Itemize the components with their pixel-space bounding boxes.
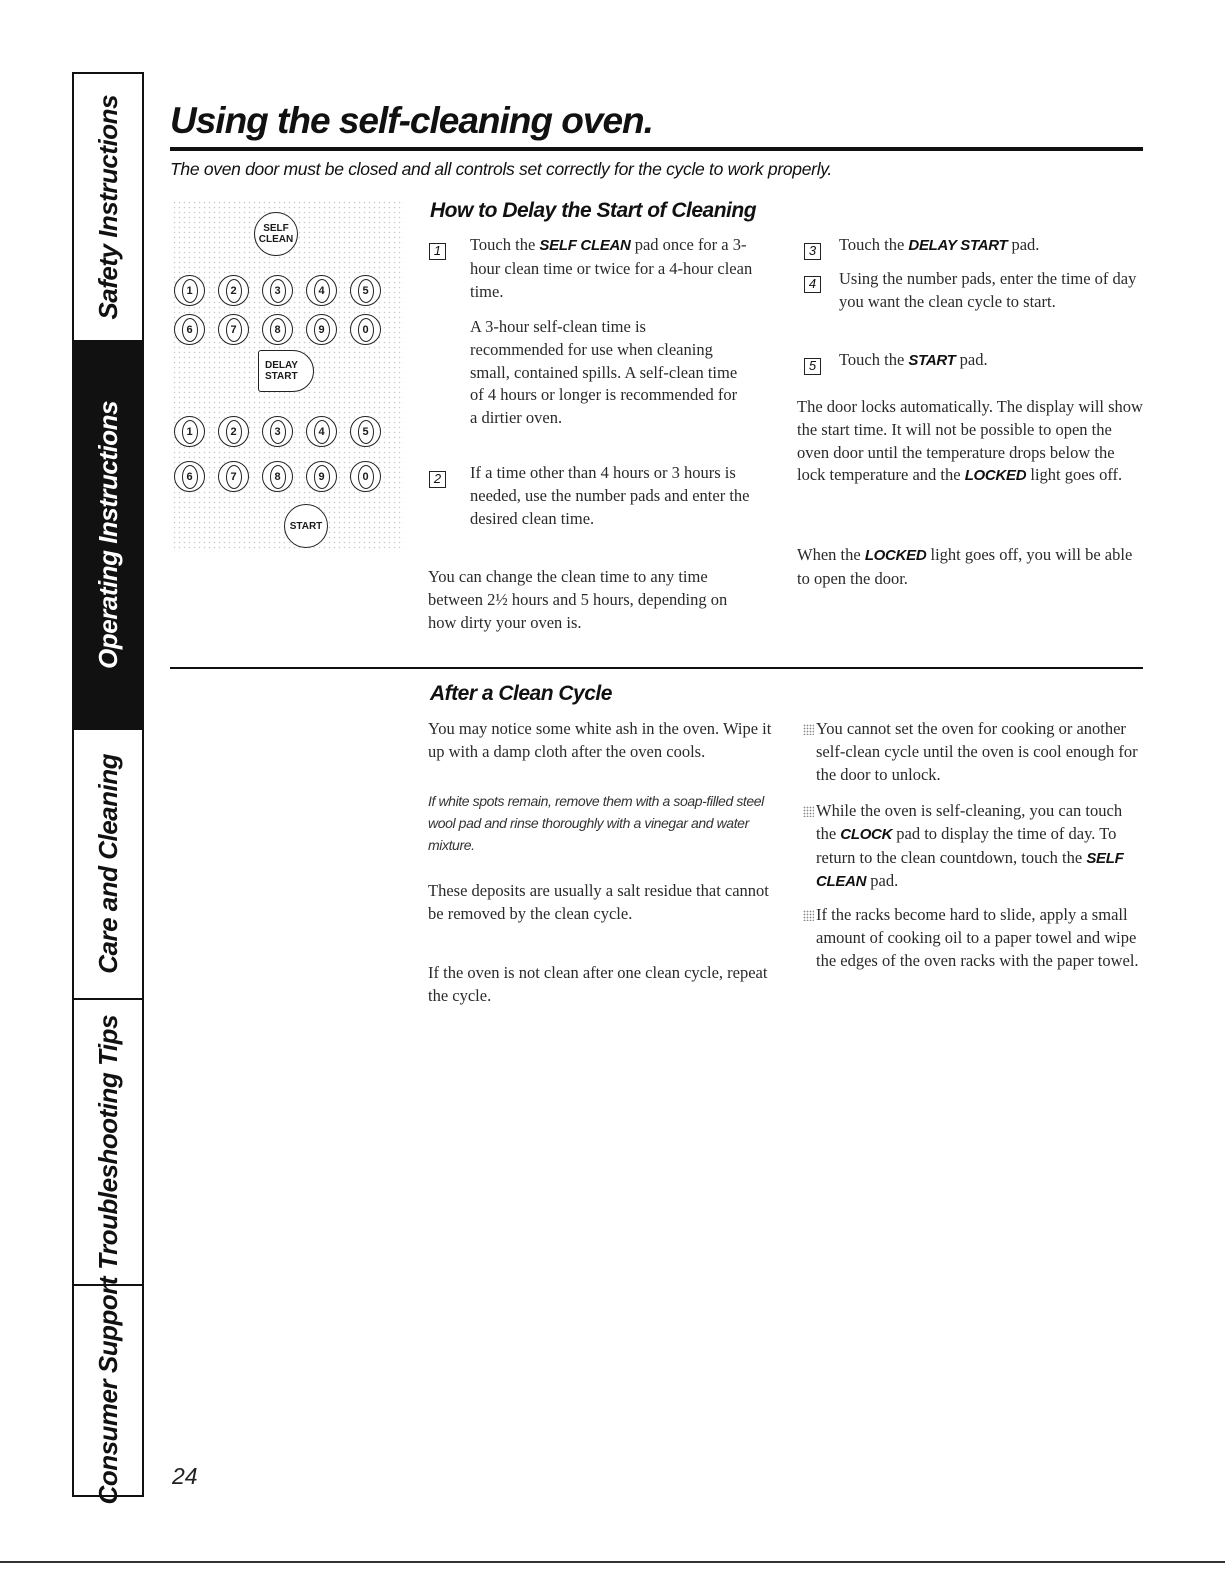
digit-label: 8 bbox=[270, 318, 286, 342]
change-clean-time-note: You can change the clean time to any time between 2½ hours and 5 hours, depending on how dirty your oven is. bbox=[428, 567, 728, 632]
tab-operating-instructions[interactable] bbox=[74, 342, 142, 730]
page-title: Using the self-cleaning oven. bbox=[170, 100, 653, 141]
delay-start-pad bbox=[258, 350, 314, 392]
section-tabs bbox=[72, 72, 144, 1505]
repeat-cycle-note: If the oven is not clean after one clean cycle, repeat the cycle. bbox=[428, 963, 768, 1005]
step-3-text bbox=[839, 234, 1139, 258]
digit-label: 3 bbox=[270, 420, 286, 444]
page-subtitle: The oven door must be closed and all controls set correctly for the cycle to work properly. bbox=[170, 159, 832, 179]
number-pad-0 bbox=[350, 314, 381, 345]
step-1-text bbox=[470, 234, 765, 303]
digit-label: 5 bbox=[358, 420, 374, 444]
number-pad-7 bbox=[218, 461, 249, 492]
digit-label: 8 bbox=[270, 465, 286, 489]
clock-pad-note bbox=[816, 800, 1142, 894]
number-pad-6 bbox=[174, 461, 205, 492]
locked-keyword: LOCKED bbox=[864, 547, 927, 564]
salt-residue-note: These deposits are usually a salt residue that cannot be removed by the clean cycle. bbox=[428, 881, 769, 923]
digit-label: 7 bbox=[226, 465, 242, 489]
bullet-icon bbox=[803, 910, 814, 921]
step-number-2: 2 bbox=[429, 471, 446, 488]
number-pad-2 bbox=[218, 416, 249, 447]
step-2-text: If a time other than 4 hours or 3 hours is needed, use the number pads and enter the desired clean time. bbox=[470, 463, 750, 528]
clock-keyword: CLOCK bbox=[840, 825, 893, 843]
delay-start-label-line1: DELAY bbox=[265, 360, 298, 371]
digit-label: 7 bbox=[226, 318, 242, 342]
tab-care-and-cleaning[interactable] bbox=[74, 730, 142, 1000]
digit-label: 6 bbox=[182, 465, 198, 489]
self-clean-label-line2: CLEAN bbox=[258, 234, 294, 245]
title-divider bbox=[170, 147, 1143, 151]
self-clean-pad bbox=[254, 212, 298, 256]
number-pad-1 bbox=[174, 275, 205, 306]
clock-note-post: pad. bbox=[866, 871, 899, 891]
digit-label: 1 bbox=[182, 420, 198, 444]
number-pad-5 bbox=[350, 275, 381, 306]
page-number: 24 bbox=[172, 1463, 198, 1489]
number-pad-6 bbox=[174, 314, 205, 345]
step-number-4: 4 bbox=[804, 276, 821, 293]
number-pad-3 bbox=[262, 275, 293, 306]
digit-label: 2 bbox=[226, 420, 242, 444]
number-pad-9 bbox=[306, 461, 337, 492]
step-number-5: 5 bbox=[804, 358, 821, 375]
tab-safety-instructions[interactable] bbox=[74, 74, 142, 342]
start-pad bbox=[284, 504, 328, 548]
digit-label: 6 bbox=[182, 318, 198, 342]
delay-start-label-line2: START bbox=[265, 371, 298, 382]
digit-label: 9 bbox=[314, 465, 330, 489]
step-number-3: 3 bbox=[804, 243, 821, 260]
number-pad-7 bbox=[218, 314, 249, 345]
digit-label: 0 bbox=[358, 318, 374, 342]
control-panel-illustration bbox=[172, 200, 404, 552]
after-clean-heading: After a Clean Cycle bbox=[430, 682, 612, 705]
self-clean-label-line1: SELF bbox=[263, 223, 289, 234]
locked-light-note bbox=[797, 544, 1142, 591]
locked-note-post: light goes off, you will be able to open the door. bbox=[797, 545, 1133, 588]
door-lock-post: light goes off. bbox=[1026, 465, 1123, 485]
digit-label: 0 bbox=[358, 465, 374, 489]
locked-note-pre: When the bbox=[797, 545, 865, 564]
digit-label: 1 bbox=[182, 279, 198, 303]
locked-keyword: LOCKED bbox=[964, 467, 1027, 485]
section-divider bbox=[170, 667, 1143, 669]
tab-label: Troubleshooting Tips bbox=[92, 1014, 123, 1270]
tab-troubleshooting-tips[interactable] bbox=[74, 1000, 142, 1286]
delay-start-keyword: DELAY START bbox=[908, 237, 1008, 254]
white-ash-note: You may notice some white ash in the oven. Wipe it up with a damp cloth after the oven cools. bbox=[428, 719, 772, 761]
door-lock-note bbox=[797, 396, 1145, 488]
bullet-icon bbox=[803, 724, 814, 735]
delay-start-heading: How to Delay the Start of Cleaning bbox=[430, 199, 757, 222]
tab-label: Consumer Support bbox=[92, 1276, 123, 1505]
tab-consumer-support[interactable] bbox=[74, 1276, 142, 1505]
number-pad-0 bbox=[350, 461, 381, 492]
step-5-pre: Touch the bbox=[839, 350, 909, 369]
self-clean-keyword: SELF CLEAN bbox=[816, 849, 1124, 891]
step-3-post: pad. bbox=[1007, 235, 1040, 254]
door-lock-pre: The door locks automatically. The display will show the start time. It will not be possible to open the oven door until the temperature drops below the lock temperature and the bbox=[797, 397, 1143, 485]
tab-label: Care and Cleaning bbox=[92, 754, 123, 974]
number-pad-3 bbox=[262, 416, 293, 447]
clean-time-recommendation: A 3-hour self-clean time is recommended for use when cleaning small, contained spills. A self-clean time of 4 hours or longer is recommended for a dirtier oven. bbox=[470, 317, 738, 428]
number-pad-4 bbox=[306, 275, 337, 306]
step-4-text: Using the number pads, enter the time of day you want the clean cycle to start. bbox=[839, 269, 1137, 311]
rack-oil-tip: If the racks become hard to slide, apply a small amount of cooking oil to a paper towel and wipe the edges of the oven racks with the paper towel. bbox=[816, 905, 1139, 970]
white-spots-tip: If white spots remain, remove them with a soap-filled steel wool pad and rinse thoroughly with a vinegar and water mixture. bbox=[428, 793, 764, 853]
digit-label: 4 bbox=[314, 420, 330, 444]
bullet-icon bbox=[803, 806, 814, 817]
digit-label: 3 bbox=[270, 279, 286, 303]
number-pad-1 bbox=[174, 416, 205, 447]
start-keyword: START bbox=[908, 352, 956, 369]
footer-rule bbox=[0, 1561, 1225, 1563]
number-pad-5 bbox=[350, 416, 381, 447]
digit-label: 4 bbox=[314, 279, 330, 303]
clock-note-mid: pad to display the time of day. To return to the clean countdown, touch the bbox=[816, 823, 1117, 867]
number-pad-2 bbox=[218, 275, 249, 306]
step-number-1: 1 bbox=[429, 243, 446, 260]
tab-label: Operating Instructions bbox=[92, 401, 123, 669]
step-5-post: pad. bbox=[955, 350, 988, 369]
number-pad-4 bbox=[306, 416, 337, 447]
digit-label: 9 bbox=[314, 318, 330, 342]
number-pad-8 bbox=[262, 461, 293, 492]
step-1-pre: Touch the bbox=[470, 235, 540, 254]
clock-note-pre: While the oven is self-cleaning, you can touch the bbox=[816, 801, 1123, 843]
step-5-text bbox=[839, 349, 1139, 373]
step-1-post: pad once for a 3-hour clean time or twice for a 4-hour clean time. bbox=[470, 235, 753, 301]
unlock-note: You cannot set the oven for cooking or another self-clean cycle until the oven is cool enough for the door to unlock. bbox=[816, 719, 1138, 784]
number-pad-9 bbox=[306, 314, 337, 345]
start-label: START bbox=[289, 520, 323, 532]
number-pad-8 bbox=[262, 314, 293, 345]
digit-label: 2 bbox=[226, 279, 242, 303]
tab-label: Safety Instructions bbox=[92, 94, 123, 320]
digit-label: 5 bbox=[358, 279, 374, 303]
step-3-pre: Touch the bbox=[839, 235, 909, 254]
self-clean-keyword: SELF CLEAN bbox=[539, 237, 631, 254]
